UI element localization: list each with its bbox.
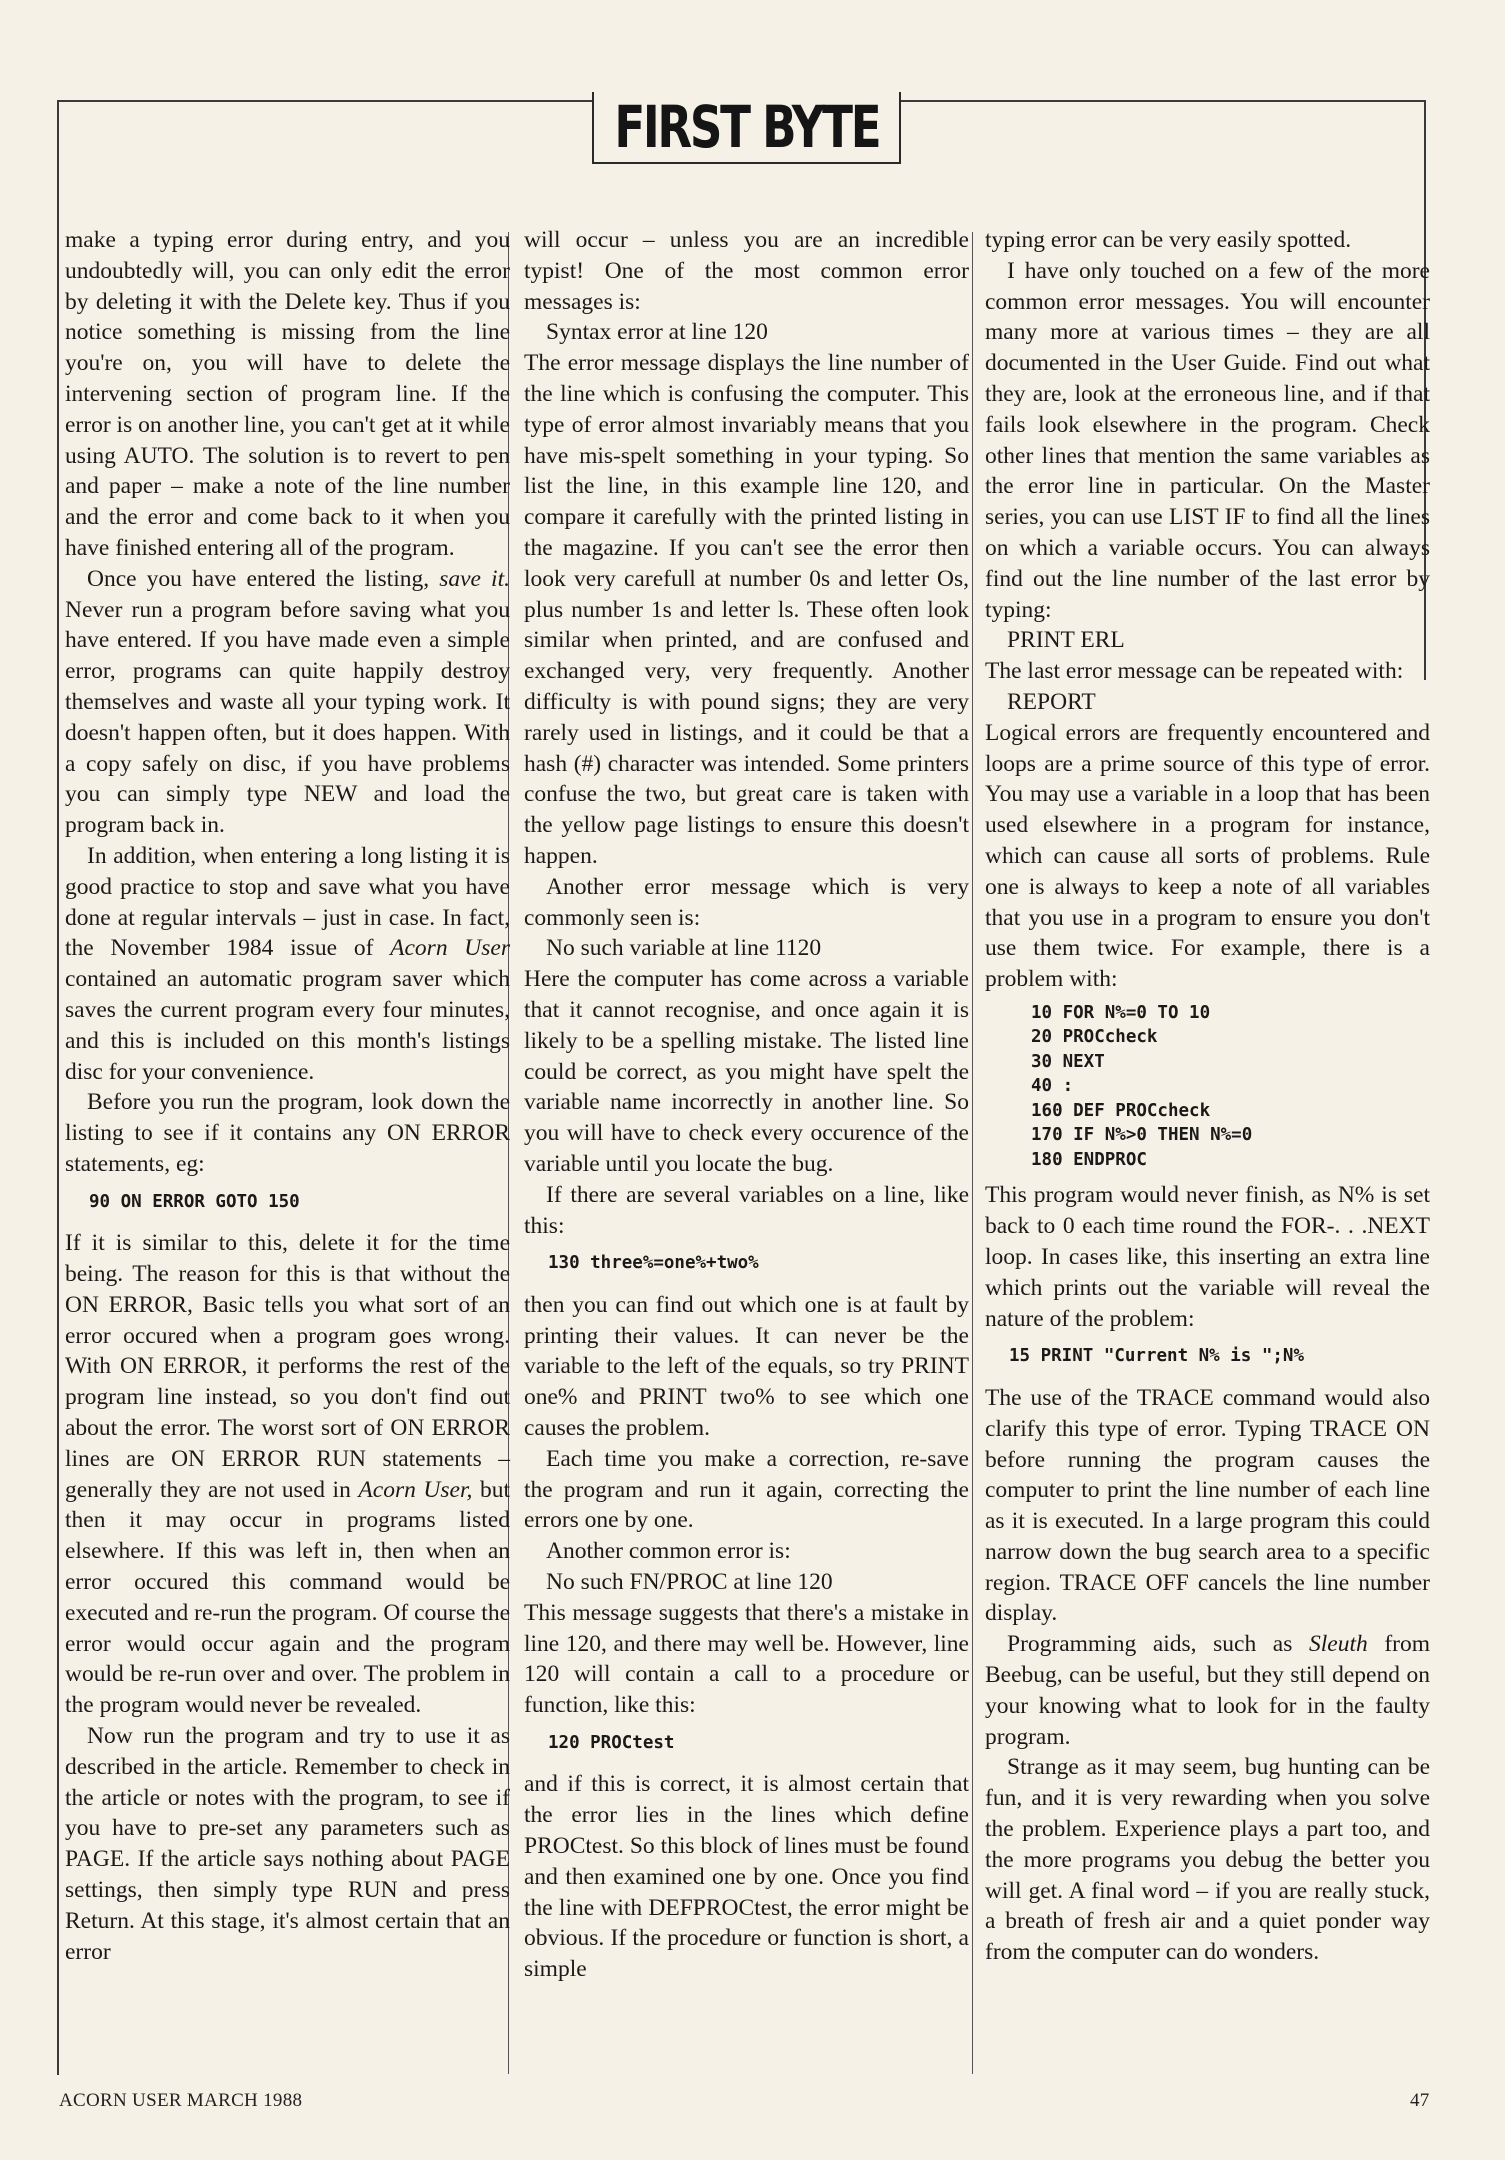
paragraph: If it is similar to this, delete it for the time being. The reason for this is that without the ON ERROR, Basic tells you what sort of an error occured when a program goes wrong. With ON ERROR, it performs the rest of the program line instead, so you don't find out about the error. The worst sort of ON ERROR lines are ON ERROR RUN statements – generally they are not used in Acorn User, but then it may occur in programs listed elsewhere. If this was left in, then when an error occured this command would be executed and re-run the program. Of course the error would occur again and the program would be re-run over and over. The problem in the program would never be revealed.	[65, 1230, 510, 1719]
column-divider-2	[972, 232, 973, 2074]
page-number: 47	[1410, 2090, 1430, 2111]
column-1	[65, 225, 510, 1967]
paragraph: typing error can be very easily spotted.	[985, 227, 1352, 253]
frame-top-rule-right	[898, 100, 1424, 102]
command-example: REPORT	[1007, 688, 1096, 715]
command-example: PRINT ERL	[1007, 627, 1125, 654]
paragraph: Before you run the program, look down the listing to see if it contains any ON ERROR statements, eg:	[65, 1089, 510, 1177]
section-header	[592, 92, 901, 164]
column-2	[524, 225, 969, 1985]
paragraph: Here the computer has come across a variable that it cannot recognise, and once again it is likely to be a spelling mistake. The listed line could be correct, as you might have spelt the variable name incorrectly in another line. So you will have to check every occurence of the variable until you locate the bug.	[524, 966, 969, 1177]
error-message: No such variable at line 1120	[546, 935, 822, 962]
code-listing: 120 PROCtest	[548, 1732, 675, 1753]
error-message: No such FN/PROC at line 120	[546, 1568, 833, 1595]
paragraph: Each time you make a correction, re-save the program and run it again, correcting the errors one by one.	[524, 1445, 969, 1534]
paragraph: will occur – unless you are an incredible typist! One of the most common error messages is:	[524, 227, 969, 315]
paragraph: In addition, when entering a long listing it is good practice to stop and save what you have done at regular intervals – just in case. In fact, the November 1984 issue of Acorn User contained an automatic program saver which saves the current program every four minutes, and this is included on this month's listings disc for your convenience.	[65, 842, 510, 1085]
code-listing: 130 three%=one%+two%	[548, 1253, 759, 1274]
paragraph: and if this is correct, it is almost certain that the error lies in the lines which define PROCtest. So this block of lines must be found and then examined one by one. Once you find the line with DEFPROCtest, the error might be obvious. If the procedure or function is short, a simple	[524, 1771, 969, 1983]
footer-publication: ACORN USER MARCH 1988	[59, 2090, 303, 2111]
code-listing: 90 ON ERROR GOTO 150	[89, 1191, 300, 1212]
section-title: FIRST BYTE	[614, 93, 879, 161]
paragraph: Strange as it may seem, bug hunting can be fun, and it is very rewarding when you solve the problem. Experience plays a part too, and the more programs you debug the better you will get. A final word – if you are really stuck, a breath of fresh air and a quiet ponder way from the computer can do wonders.	[985, 1754, 1430, 1966]
paragraph: Logical errors are frequently encountered and loops are a prime source of this type of error. You may use a variable in a loop that has been used elsewhere in a program for instance, which can cause all sorts of problems. Rule one is always to keep a note of all variables that you use in a program to ensure you don't use them twice. For example, there is a problem with:	[985, 719, 1430, 993]
paragraph: The error message displays the line number of the line which is confusing the computer. This type of error almost invariably means that you have mis-spelt something in your typing. So list the line, in this example line 120, and compare it carefully with the printed listing in the magazine. If you can't see the error then look very carefull at number 0s and letter Os, plus number 1s and letter ls. These often look similar when printed, and are confused and exchanged very, very frequently. Another difficulty is with pound signs; they are very rarely used in listings, and it could be that a hash (#) character was intended. Some printers confuse the two, but great care is taken with the yellow page listings to ensure this doesn't happen.	[524, 350, 969, 869]
paragraph: make a typing error during entry, and you undoubtedly will, you can only edit the error by deleting it with the Delete key. Thus if you notice something is missing from the line you're on, you will have to delete the intervening section of program line. If the error is on another line, you can't get at it while using AUTO. The solution is to revert to pen and paper – make a note of the line number and the error and come back to it when you have finished entering all of the program.	[65, 227, 510, 561]
paragraph: The use of the TRACE command would also clarify this type of error. Typing TRACE ON before running the program causes the computer to print the line number of each line as it is executed. In a large program this could narrow down the bug search area to a specific region. TRACE OFF cancels the line number display.	[985, 1384, 1430, 1627]
paragraph: Programming aids, such as Sleuth from Beebug, can be useful, but they still depend on your knowing what to look for in the faulty program.	[985, 1631, 1431, 1750]
frame-top-rule-left	[57, 100, 592, 102]
code-listing: 15 PRINT "Current N% is ";N%	[1009, 1346, 1305, 1367]
paragraph: This program would never finish, as N% is set back to 0 each time round the FOR-. . .NEXT loop. In cases like, this inserting an extra line which prints out the variable will reveal the nature of the problem:	[985, 1182, 1430, 1332]
paragraph: Another error message which is very commonly seen is:	[524, 873, 969, 931]
paragraph: I have only touched on a few of the more common error messages. You will encounter many more at various times – they are all documented in the User Guide. Find out what they are, look at the erroneous line, and if that fails look elsewhere in the program. Check other lines that mention the same variables as the error line in particular. On the Master series, you can use LIST IF to find all the lines on which a variable occurs. You can always find out the line number of the last error by typing:	[985, 257, 1430, 623]
error-message: Syntax error at line 120	[546, 319, 768, 346]
frame-left-rule	[57, 100, 59, 2075]
paragraph: This message suggests that there's a mistake in line 120, and there may well be. However, line 120 will contain a call to a procedure or function, like this:	[524, 1599, 969, 1719]
column-3	[985, 225, 1430, 1968]
paragraph: The last error message can be repeated with:	[985, 658, 1404, 685]
paragraph: Once you have entered the listing, save it. Never run a program before saving what you have entered. If you have made even a simple error, programs can quite happily destroy themselves and waste all your typing work. It doesn't happen often, but it does happen. With a copy safely on disc, if you have problems you can simply type NEW and load the program back in.	[65, 565, 510, 839]
paragraph: then you can find out which one is at fault by printing their values. It can never be the variable to the left of the equals, so try PRINT one% and PRINT two% to see which one causes the problem.	[524, 1291, 969, 1441]
code-block: 10 FOR N%=0 TO 10 20 PROCcheck 30 NEXT 40 : 160 DEF PROCcheck 170 IF N%>0 THEN N%=0 180 ENDPROC	[1031, 1002, 1253, 1170]
paragraph: Another common error is:	[546, 1538, 791, 1565]
paragraph: Now run the program and try to use it as described in the article. Remember to check in the article or notes with the program, to see if you have to pre-set any parameters such as PAGE. If the article says nothing about PAGE settings, then simply type RUN and press Return. At this stage, it's almost certain that an error	[65, 1722, 510, 1965]
paragraph: If there are several variables on a line, like this:	[524, 1181, 969, 1239]
